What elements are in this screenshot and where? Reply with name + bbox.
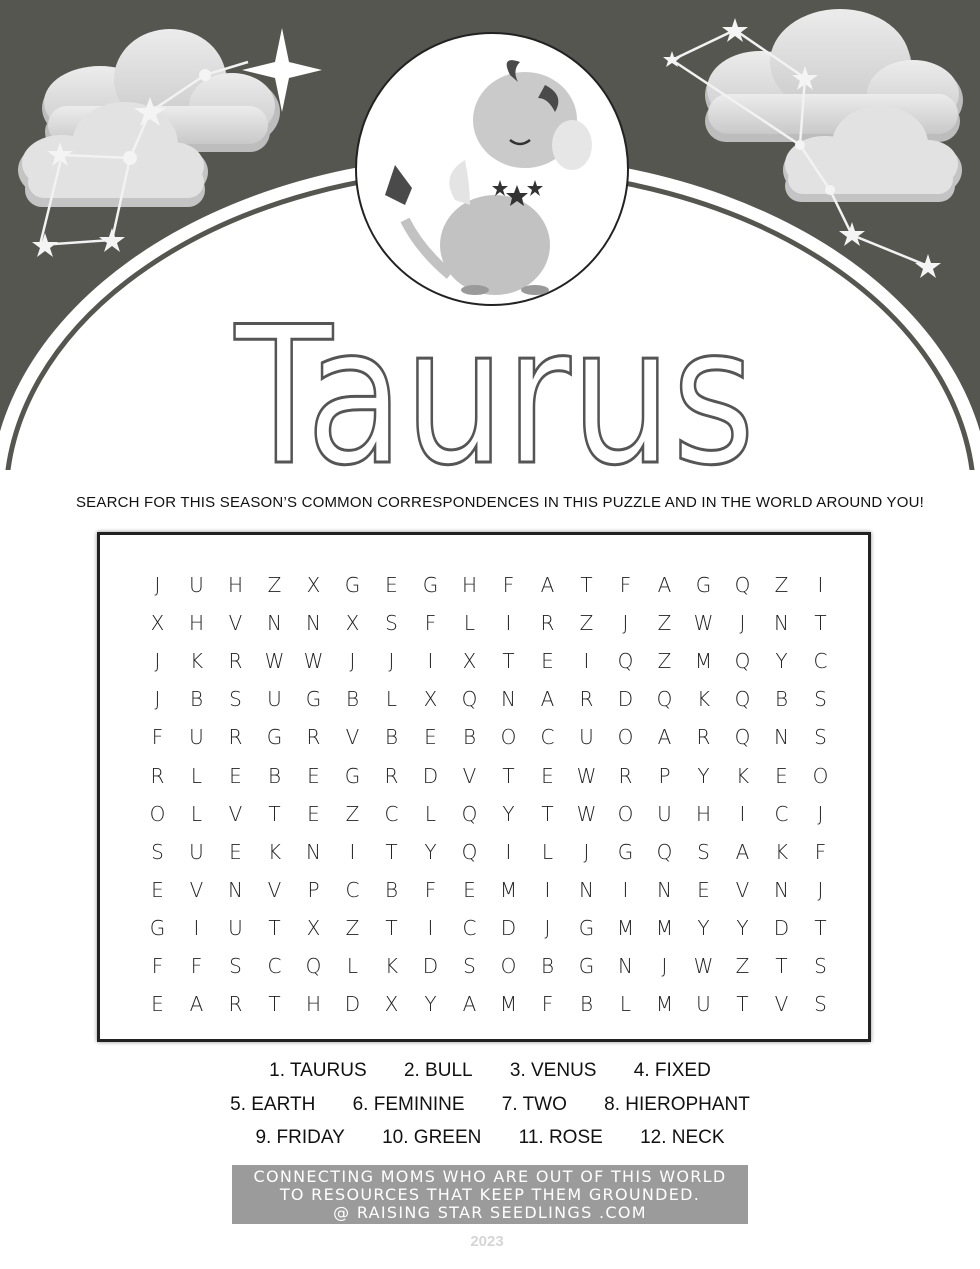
grid-row xyxy=(138,756,840,794)
grid-letter[interactable]: B xyxy=(345,687,360,712)
grid-letter[interactable]: V xyxy=(462,763,477,788)
grid-letter[interactable]: Q xyxy=(305,953,322,978)
grid-letter[interactable]: B xyxy=(189,687,204,712)
grid-letter[interactable]: K xyxy=(696,687,711,712)
grid-letter[interactable]: Y xyxy=(697,915,710,940)
word-item: 1. TAURUS xyxy=(269,1060,367,1081)
grid-letter[interactable]: Z xyxy=(657,611,672,636)
grid-letter[interactable]: E xyxy=(385,573,398,598)
grid-letter[interactable]: S xyxy=(385,611,398,636)
grid-letter[interactable]: E xyxy=(541,649,554,674)
grid-letter[interactable]: T xyxy=(775,953,788,978)
grid-letter[interactable]: Q xyxy=(461,839,478,864)
grid-letter[interactable]: Y xyxy=(424,839,437,864)
word-list-row-2 xyxy=(0,1094,980,1116)
grid-letter[interactable]: V xyxy=(189,877,204,902)
grid-letter[interactable]: Q xyxy=(656,687,673,712)
grid-letter[interactable]: J xyxy=(622,611,629,636)
grid-letter[interactable]: L xyxy=(385,687,398,712)
grid-letter[interactable]: S xyxy=(229,687,242,712)
grid-letter[interactable]: C xyxy=(813,649,828,674)
grid-letter[interactable]: U xyxy=(579,725,594,750)
grid-letter[interactable]: Z xyxy=(345,915,360,940)
grid-letter[interactable]: Q xyxy=(461,687,478,712)
grid-letter[interactable]: N xyxy=(774,725,789,750)
grid-letter[interactable]: N xyxy=(579,877,594,902)
grid-letter[interactable]: X xyxy=(423,687,438,712)
grid-letter[interactable]: R xyxy=(618,763,633,788)
grid-letter[interactable]: T xyxy=(385,839,398,864)
grid-letter[interactable]: R xyxy=(228,649,243,674)
grid-letter[interactable]: L xyxy=(463,611,476,636)
grid-letter[interactable]: Z xyxy=(267,573,282,598)
footer-line-1: CONNECTING MOMS WHO ARE OUT OF THIS WORLD xyxy=(253,1167,727,1186)
grid-letter[interactable]: V xyxy=(345,725,360,750)
grid-letter[interactable]: R xyxy=(540,611,555,636)
grid-letter[interactable]: D xyxy=(422,763,439,788)
grid-letter[interactable]: A xyxy=(189,992,204,1017)
grid-letter[interactable]: U xyxy=(189,573,204,598)
grid-letter[interactable]: B xyxy=(384,877,399,902)
grid-letter[interactable]: E xyxy=(151,877,164,902)
grid-letter[interactable]: S xyxy=(814,953,827,978)
grid-letter[interactable]: Z xyxy=(345,801,360,826)
footer-banner xyxy=(232,1165,748,1224)
grid-letter[interactable]: G xyxy=(344,573,361,598)
grid-letter[interactable]: S xyxy=(814,687,827,712)
grid-letter[interactable]: T xyxy=(502,763,515,788)
word-item: 5. EARTH xyxy=(230,1094,316,1115)
grid-letter[interactable]: S xyxy=(229,953,242,978)
grid-letter[interactable]: E xyxy=(307,801,320,826)
word-item: 6. FEMININE xyxy=(352,1094,465,1115)
grid-letter[interactable]: T xyxy=(385,915,398,940)
grid-letter[interactable]: L xyxy=(346,953,359,978)
grid-letter[interactable]: Q xyxy=(734,649,751,674)
grid-letter[interactable]: G xyxy=(305,687,322,712)
grid-letter[interactable]: R xyxy=(579,687,594,712)
grid-letter[interactable]: I xyxy=(817,573,824,598)
grid-letter[interactable]: E xyxy=(775,763,788,788)
footer-line-2: TO RESOURCES THAT KEEP THEM GROUNDED. xyxy=(279,1185,701,1204)
grid-letter[interactable]: O xyxy=(617,725,634,750)
grid-letter[interactable]: A xyxy=(540,573,555,598)
grid-letter[interactable]: Z xyxy=(735,953,750,978)
grid-letter[interactable]: E xyxy=(424,725,437,750)
grid-row xyxy=(138,642,840,680)
grid-row xyxy=(138,718,840,756)
grid-letter[interactable]: J xyxy=(154,649,161,674)
grid-letter[interactable]: N xyxy=(306,839,321,864)
grid-letter[interactable]: P xyxy=(658,763,671,788)
grid-letter[interactable]: E xyxy=(151,992,164,1017)
grid-letter[interactable]: E xyxy=(697,877,710,902)
grid-letter[interactable]: K xyxy=(774,839,789,864)
grid-letter[interactable]: R xyxy=(306,725,321,750)
grid-letter[interactable]: F xyxy=(190,953,203,978)
grid-letter[interactable]: N xyxy=(657,877,672,902)
grid-letter[interactable]: Q xyxy=(734,573,751,598)
grid-letter[interactable]: N xyxy=(774,877,789,902)
grid-letter[interactable]: J xyxy=(817,877,824,902)
grid-letter[interactable]: T xyxy=(541,801,554,826)
grid-letter[interactable]: W xyxy=(576,763,597,788)
grid-letter[interactable]: N xyxy=(501,687,516,712)
grid-letter[interactable]: D xyxy=(500,915,517,940)
grid-letter[interactable]: Y xyxy=(775,649,788,674)
grid-letter[interactable]: E xyxy=(463,877,476,902)
grid-letter[interactable]: H xyxy=(188,611,205,636)
grid-letter[interactable]: V xyxy=(228,611,243,636)
grid-letter[interactable]: T xyxy=(502,649,515,674)
grid-letter[interactable]: J xyxy=(817,801,824,826)
grid-letter[interactable]: Z xyxy=(579,611,594,636)
grid-letter[interactable]: M xyxy=(694,649,713,674)
grid-letter[interactable]: B xyxy=(384,725,399,750)
grid-letter[interactable]: J xyxy=(544,915,551,940)
grid-letter[interactable]: X xyxy=(150,611,165,636)
grid-letter[interactable]: G xyxy=(695,573,712,598)
grid-letter[interactable]: B xyxy=(540,953,555,978)
grid-letter[interactable]: R xyxy=(150,763,165,788)
grid-letter[interactable]: B xyxy=(267,763,282,788)
grid-letter[interactable]: X xyxy=(345,611,360,636)
grid-letter[interactable]: D xyxy=(422,953,439,978)
grid-letter[interactable]: V xyxy=(774,992,789,1017)
grid-letter[interactable]: I xyxy=(505,611,512,636)
grid-letter[interactable]: U xyxy=(228,915,243,940)
grid-letter[interactable]: T xyxy=(268,915,281,940)
grid-letter[interactable]: M xyxy=(655,992,674,1017)
taurus-bull-mascot-icon xyxy=(356,33,628,305)
grid-row xyxy=(138,985,840,1023)
grid-letter[interactable]: A xyxy=(735,839,750,864)
grid-letter[interactable]: O xyxy=(617,801,634,826)
grid-letter[interactable]: W xyxy=(303,649,324,674)
grid-letter[interactable]: H xyxy=(695,801,712,826)
grid-letter[interactable]: C xyxy=(384,801,399,826)
grid-letter[interactable]: R xyxy=(228,992,243,1017)
grid-letter[interactable]: I xyxy=(193,915,200,940)
grid-letter[interactable]: I xyxy=(427,915,434,940)
word-item: 9. FRIDAY xyxy=(255,1127,345,1148)
grid-row xyxy=(138,909,840,947)
grid-letter[interactable]: G xyxy=(617,839,634,864)
grid-letter[interactable]: Q xyxy=(617,649,634,674)
grid-letter[interactable]: S xyxy=(463,953,476,978)
grid-letter[interactable]: F xyxy=(541,992,554,1017)
grid-letter[interactable]: Y xyxy=(736,915,749,940)
grid-letter[interactable]: I xyxy=(505,839,512,864)
grid-letter[interactable]: X xyxy=(384,992,399,1017)
grid-row xyxy=(138,680,840,718)
grid-letter[interactable]: G xyxy=(422,573,439,598)
grid-letter[interactable]: I xyxy=(739,801,746,826)
grid-letter[interactable]: Q xyxy=(734,687,751,712)
word-item: 8. HIEROPHANT xyxy=(604,1094,750,1115)
grid-letter[interactable]: D xyxy=(773,915,790,940)
grid-letter[interactable]: H xyxy=(227,573,244,598)
grid-letter[interactable]: E xyxy=(307,763,320,788)
grid-letter[interactable]: B xyxy=(579,992,594,1017)
grid-letter[interactable]: V xyxy=(267,877,282,902)
grid-letter[interactable]: F xyxy=(814,839,827,864)
grid-letter[interactable]: S xyxy=(814,992,827,1017)
grid-letter[interactable]: F xyxy=(151,725,164,750)
footer-line-3[interactable]: @ RAISING STAR SEEDLINGS .COM xyxy=(333,1203,647,1222)
title-text: Taurus xyxy=(234,300,755,480)
grid-letter[interactable]: W xyxy=(576,801,597,826)
grid-letter[interactable]: S xyxy=(697,839,710,864)
grid-letter[interactable]: M xyxy=(616,915,635,940)
grid-letter[interactable]: J xyxy=(154,573,161,598)
grid-letter[interactable]: M xyxy=(655,915,674,940)
grid-row xyxy=(138,833,840,871)
grid-letter[interactable]: O xyxy=(500,953,517,978)
grid-letter[interactable]: E xyxy=(229,763,242,788)
grid-letter[interactable]: G xyxy=(578,953,595,978)
grid-letter[interactable]: Y xyxy=(424,992,437,1017)
grid-letter[interactable]: U xyxy=(657,801,672,826)
grid-letter[interactable]: J xyxy=(739,611,746,636)
grid-letter[interactable]: Z xyxy=(774,573,789,598)
grid-letter[interactable]: R xyxy=(696,725,711,750)
grid-letter[interactable]: L xyxy=(190,801,203,826)
word-item: 12. NECK xyxy=(640,1127,725,1148)
grid-letter[interactable]: N xyxy=(618,953,633,978)
grid-letter[interactable]: K xyxy=(189,649,204,674)
grid-letter[interactable]: T xyxy=(736,992,749,1017)
grid-row xyxy=(138,871,840,909)
grid-letter[interactable]: F xyxy=(424,877,437,902)
grid-letter[interactable]: A xyxy=(657,725,672,750)
grid-letter[interactable]: L xyxy=(541,839,554,864)
grid-letter[interactable]: H xyxy=(461,573,478,598)
grid-letter[interactable]: K xyxy=(384,953,399,978)
grid-letter[interactable]: S xyxy=(814,725,827,750)
grid-letter[interactable]: B xyxy=(774,687,789,712)
grid-letter[interactable]: M xyxy=(499,992,518,1017)
grid-letter[interactable]: W xyxy=(693,953,714,978)
grid-letter[interactable]: V xyxy=(735,877,750,902)
word-item: 3. VENUS xyxy=(509,1060,597,1081)
grid-row xyxy=(138,947,840,985)
grid-letter[interactable]: Z xyxy=(657,649,672,674)
grid-letter[interactable]: O xyxy=(149,801,166,826)
page-title xyxy=(225,300,765,480)
word-list-row-1 xyxy=(0,1060,980,1082)
grid-letter[interactable]: Y xyxy=(697,763,710,788)
grid-letter[interactable]: J xyxy=(349,649,356,674)
grid-letter[interactable]: W xyxy=(693,611,714,636)
grid-letter[interactable]: G xyxy=(266,725,283,750)
grid-letter[interactable]: D xyxy=(344,992,361,1017)
grid-letter[interactable]: J xyxy=(661,953,668,978)
grid-letter[interactable]: N xyxy=(267,611,282,636)
grid-letter[interactable]: A xyxy=(657,573,672,598)
grid-letter[interactable]: J xyxy=(154,687,161,712)
grid-letter[interactable]: P xyxy=(307,877,320,902)
grid-letter[interactable]: A xyxy=(540,687,555,712)
word-search-grid[interactable] xyxy=(138,566,840,1023)
grid-letter[interactable]: I xyxy=(544,877,551,902)
grid-letter[interactable]: L xyxy=(619,992,632,1017)
grid-letter[interactable]: U xyxy=(189,839,204,864)
grid-letter[interactable]: I xyxy=(427,649,434,674)
grid-letter[interactable]: R xyxy=(384,763,399,788)
grid-letter[interactable]: I xyxy=(349,839,356,864)
grid-letter[interactable]: F xyxy=(151,953,164,978)
grid-letter[interactable]: T xyxy=(814,915,827,940)
grid-letter[interactable]: E xyxy=(229,839,242,864)
grid-letter[interactable]: S xyxy=(151,839,164,864)
grid-letter[interactable]: H xyxy=(305,992,322,1017)
grid-letter[interactable]: N xyxy=(228,877,243,902)
grid-letter[interactable]: Y xyxy=(502,801,515,826)
grid-letter[interactable]: C xyxy=(774,801,789,826)
grid-letter[interactable]: Q xyxy=(656,839,673,864)
grid-letter[interactable]: I xyxy=(583,649,590,674)
word-item: 11. ROSE xyxy=(518,1127,603,1148)
grid-letter[interactable]: C xyxy=(267,953,282,978)
grid-letter[interactable]: K xyxy=(735,763,750,788)
word-item: 7. TWO xyxy=(501,1094,567,1115)
grid-row xyxy=(138,604,840,642)
grid-letter[interactable]: U xyxy=(267,687,282,712)
grid-letter[interactable]: O xyxy=(812,763,829,788)
word-item: 4. FIXED xyxy=(633,1060,711,1081)
grid-letter[interactable]: L xyxy=(190,763,203,788)
grid-letter[interactable]: U xyxy=(189,725,204,750)
grid-letter[interactable]: K xyxy=(267,839,282,864)
grid-letter[interactable]: D xyxy=(617,687,634,712)
grid-letter[interactable]: Q xyxy=(734,725,751,750)
grid-letter[interactable]: E xyxy=(541,763,554,788)
word-list-row-3 xyxy=(0,1127,980,1149)
grid-letter[interactable]: A xyxy=(462,992,477,1017)
grid-letter[interactable]: L xyxy=(424,801,437,826)
grid-letter[interactable]: C xyxy=(540,725,555,750)
grid-letter[interactable]: G xyxy=(344,763,361,788)
grid-letter[interactable]: C xyxy=(462,915,477,940)
grid-letter[interactable]: T xyxy=(268,992,281,1017)
grid-letter[interactable]: R xyxy=(228,725,243,750)
grid-letter[interactable]: X xyxy=(462,649,477,674)
grid-row xyxy=(138,795,840,833)
grid-letter[interactable]: V xyxy=(228,801,243,826)
grid-letter[interactable]: Q xyxy=(461,801,478,826)
grid-letter[interactable]: F xyxy=(619,573,632,598)
grid-letter[interactable]: F xyxy=(424,611,437,636)
grid-letter[interactable]: U xyxy=(696,992,711,1017)
grid-letter[interactable]: F xyxy=(502,573,515,598)
grid-letter[interactable]: G xyxy=(149,915,166,940)
grid-letter[interactable]: N xyxy=(774,611,789,636)
grid-letter[interactable]: N xyxy=(306,611,321,636)
grid-letter[interactable]: X xyxy=(306,573,321,598)
grid-letter[interactable]: J xyxy=(388,649,395,674)
word-item: 10. GREEN xyxy=(382,1127,482,1148)
grid-letter[interactable]: I xyxy=(622,877,629,902)
grid-letter[interactable]: W xyxy=(264,649,285,674)
grid-letter[interactable]: X xyxy=(306,915,321,940)
grid-letter[interactable]: J xyxy=(583,839,590,864)
word-item: 2. BULL xyxy=(403,1060,473,1081)
instructions-text: SEARCH FOR THIS SEASON’S COMMON CORRESPONDENCES IN THIS PUZZLE AND IN THE WORLD AROUND YOU! xyxy=(75,494,925,511)
grid-letter[interactable]: T xyxy=(814,611,827,636)
year-text: 2023 xyxy=(470,1233,504,1250)
grid-letter[interactable]: B xyxy=(462,725,477,750)
grid-letter[interactable]: C xyxy=(345,877,360,902)
grid-letter[interactable]: T xyxy=(268,801,281,826)
grid-letter[interactable]: T xyxy=(580,573,593,598)
grid-row xyxy=(138,566,840,604)
grid-letter[interactable]: M xyxy=(499,877,518,902)
grid-letter[interactable]: G xyxy=(578,915,595,940)
grid-letter[interactable]: O xyxy=(500,725,517,750)
